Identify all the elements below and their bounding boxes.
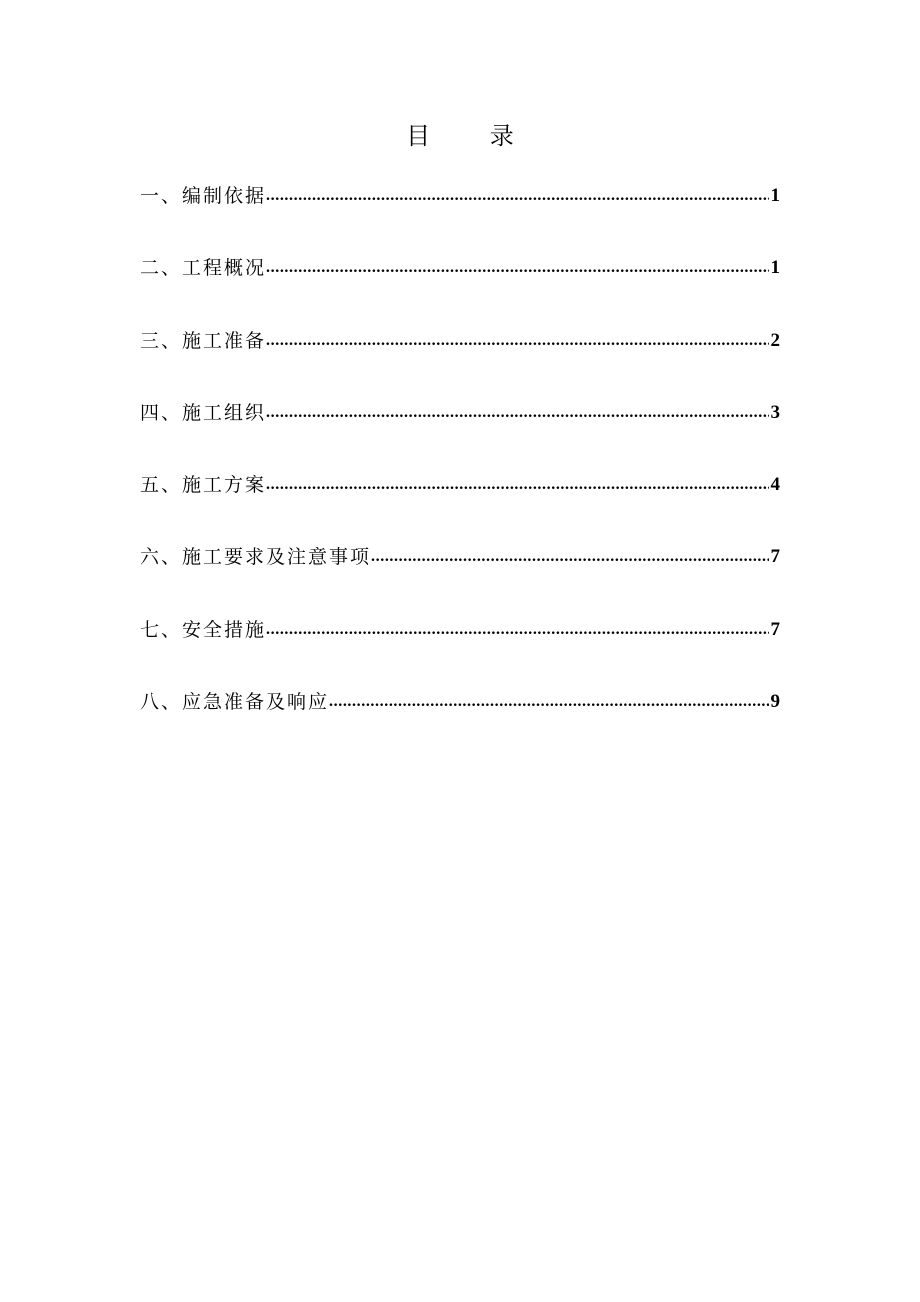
toc-entry-8[interactable] — [140, 684, 780, 720]
toc-entry-6[interactable] — [140, 539, 780, 575]
toc-dot-leader — [266, 178, 768, 214]
toc-entry-label: 八、应急准备及响应 — [140, 691, 330, 714]
toc-page-number: 9 — [770, 691, 780, 713]
toc-dot-leader — [266, 395, 768, 431]
toc-dot-leader — [266, 250, 768, 286]
toc-dot-leader — [266, 323, 768, 359]
toc-entry-label: 四、施工组织 — [140, 401, 267, 424]
toc-dot-leader — [266, 467, 768, 503]
toc-entry-label: 二、工程概况 — [140, 257, 267, 280]
toc-entry-5[interactable] — [140, 467, 780, 503]
toc-page-number: 7 — [770, 546, 780, 568]
toc-title: 目 录 — [406, 122, 540, 150]
toc-entry-7[interactable] — [140, 612, 780, 648]
toc-list — [140, 178, 780, 756]
toc-dot-leader — [266, 612, 768, 648]
toc-page-number: 7 — [770, 618, 780, 640]
toc-entry-4[interactable] — [140, 395, 780, 431]
toc-entry-1[interactable] — [140, 178, 780, 214]
toc-dot-leader — [329, 684, 768, 720]
toc-page-number: 2 — [770, 329, 780, 351]
toc-entry-2[interactable] — [140, 250, 780, 286]
toc-page-number: 1 — [770, 257, 780, 279]
toc-dot-leader — [371, 539, 768, 575]
toc-page-number: 1 — [770, 185, 780, 206]
toc-entry-label: 七、安全措施 — [140, 618, 267, 641]
toc-entry-label: 六、施工要求及注意事项 — [140, 546, 372, 569]
toc-entry-label: 一、编制依据 — [140, 185, 267, 207]
toc-entry-3[interactable] — [140, 323, 780, 359]
toc-page-number: 3 — [770, 401, 780, 423]
toc-entry-label: 三、施工准备 — [140, 329, 267, 352]
toc-entry-label: 五、施工方案 — [140, 474, 267, 497]
toc-page-number: 4 — [770, 474, 780, 496]
